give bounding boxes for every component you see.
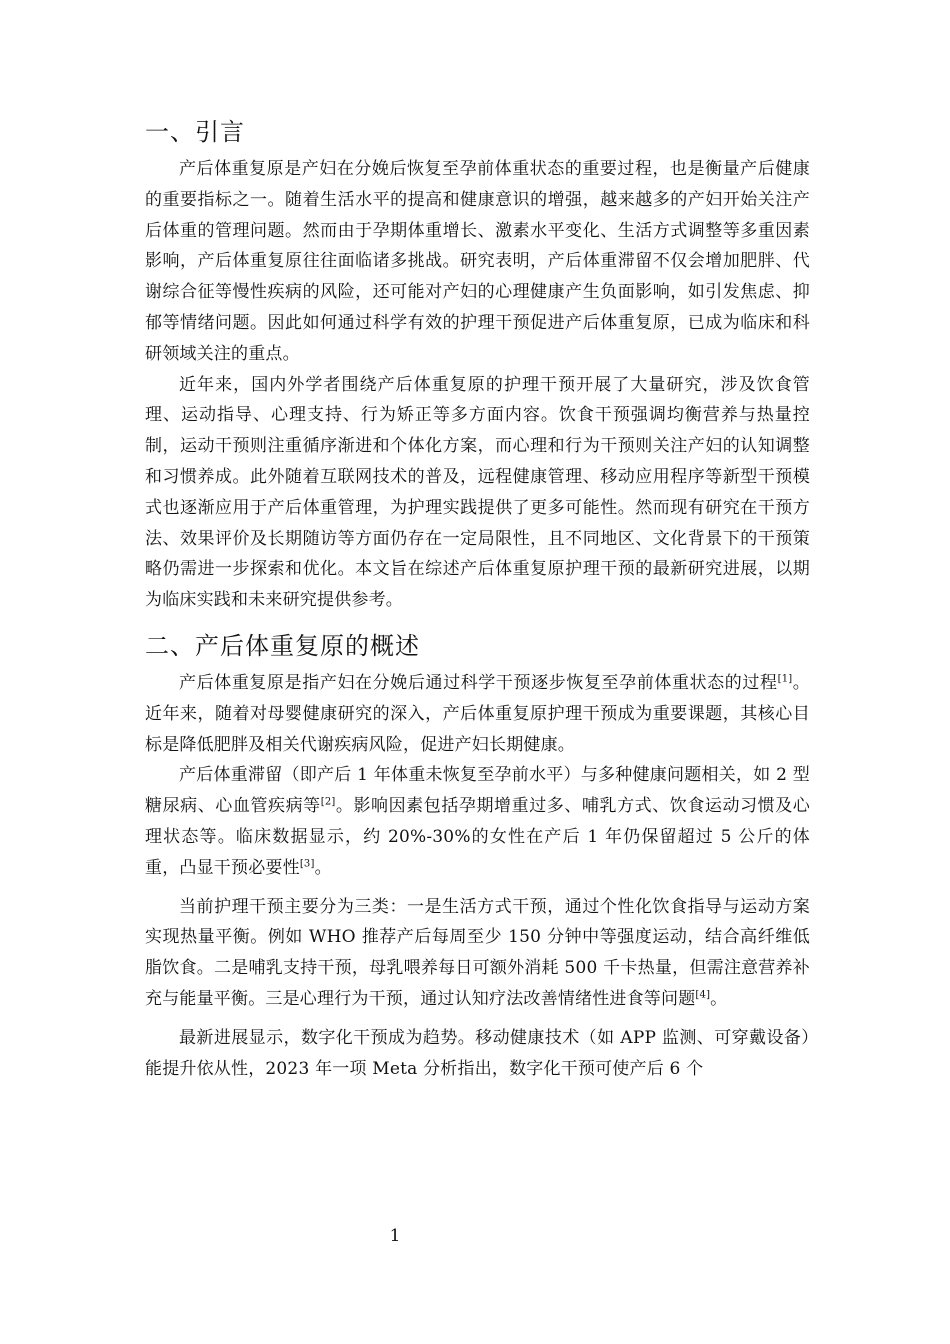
paragraph-text: 。影响因素包括孕期增重过多、哺乳方式、饮食运动习惯及心理状态等。临床数据显示，约 20%-30%的女性在产后 1 年仍保留超过 5 公斤的体重，凸显干预必要性 (145, 796, 811, 878)
section-heading-overview: 二、产后体重复原的概述 (145, 631, 420, 660)
body-paragraph: 产后体重复原是产妇在分娩后恢复至孕前体重状态的重要过程，也是衡量产后健康的重要指标之一。随着生活水平的提高和健康意识的增强，越来越多的产妇开始关注产后体重的管理问题。然而由于孕期体重增长、激素水平变化、生活方式调整等多重因素影响，产后体重复原往往面临诸多挑战。研究表明，产后体重滞留不仅会增加肥胖、代谢综合征等慢性疾病的风险，还可能对产妇的心理健康产生负面影响，如引发焦虑、抑郁等情绪问题。因此如何通过科学有效的护理干预促进产后体重复原，已成为临床和科研领域关注的重点。 (145, 159, 810, 364)
paragraph-text: 产后体重滞留（即产后 1 年体重未恢复至孕前水平）与多种健康问题相关，如 2 型糖尿病、心血管疾病等 (145, 765, 810, 817)
citation-ref: [3] (299, 858, 315, 870)
paragraph-text: 产后体重复原是指产妇在分娩后通过科学干预逐步恢复至孕前体重状态的过程 (179, 672, 778, 693)
citation-ref: [1] (777, 673, 793, 685)
paragraph-text: 。 (314, 857, 332, 878)
paragraph-text: 当前护理干预主要分为三类：一是生活方式干预，通过个性化饮食指导与运动方案实现热量平衡。例如 WHO 推荐产后每周至少 150 分钟中等强度运动，结合高纤维低脂饮食。二是哺乳支持干预，母乳喂养每日可额外消耗 500 千卡热量，但需注意营养补充与能量平衡。三是心理行为干预，通过认知疗法改善情绪性进食等问题 (145, 896, 810, 1009)
paragraph-text: 。近年来，随着对母婴健康研究的深入，产后体重复原护理干预成为重要课题，其核心目标是降低肥胖及相关代谢疾病风险，促进产妇长期健康。 (145, 672, 810, 755)
citation-ref: [4] (695, 989, 711, 1001)
body-paragraph (145, 892, 810, 1015)
paragraph-text: 。 (710, 988, 728, 1009)
citation-ref: [2] (320, 796, 336, 808)
body-paragraph: 最新进展显示，数字化干预成为趋势。移动健康技术（如 APP 监测、可穿戴设备）能提升依从性，2023 年一项 Meta 分析指出，数字化干预可使产后 6 个 (145, 1027, 810, 1079)
body-paragraph: 近年来，国内外学者围绕产后体重复原的护理干预开展了大量研究，涉及饮食管理、运动指导、心理支持、行为矫正等多方面内容。饮食干预强调均衡营养与热量控制，运动干预则注重循序渐进和个体化方案，而心理和行为干预则关注产妇的认知调整和习惯养成。此外随着互联网技术的普及，远程健康管理、移动应用程序等新型干预模式也逐渐应用于产后体重管理，为护理实践提供了更多可能性。然而现有研究在干预方法、效果评价及长期随访等方面仍存在一定局限性，且不同地区、文化背景下的干预策略仍需进一步探索和优化。本文旨在综述产后体重复原护理干预的最新研究进展，以期为临床实践和未来研究提供参考。 (145, 374, 810, 611)
body-paragraph (145, 668, 810, 760)
page-number: 1 (389, 1226, 401, 1246)
section-heading-introduction: 一、引言 (145, 118, 245, 146)
document-page (145, 112, 810, 1084)
body-paragraph (145, 760, 810, 883)
